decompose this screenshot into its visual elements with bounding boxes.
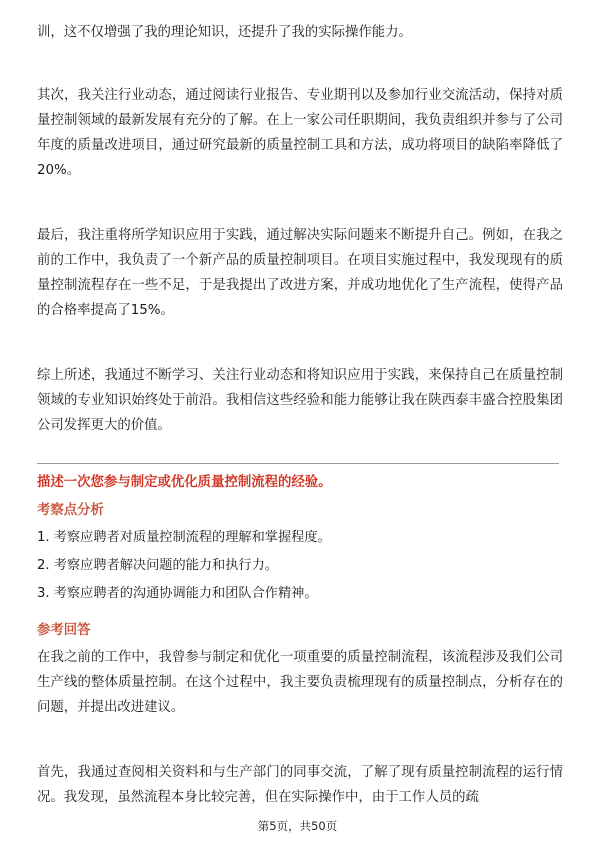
interview-question: 描述一次您参与制定或优化质量控制流程的经验。 bbox=[37, 475, 332, 490]
page-number: 第5页，共50页 bbox=[257, 819, 338, 833]
analysis-point: 1. 考察应聘者对质量控制流程的理解和掌握程度。 bbox=[37, 530, 331, 545]
paragraph-practice: 最后，我注重将所学知识应用于实践，通过解决实际问题来不断提升自己。例如，在我之前的工作中，我负责了一个新产品的质量控制项目。在项目实施过程中，我发现现有的质量控制流程存在一些不足，于是我提出了改进方案，并成功地优化了生产流程，使得产品的合格率提高了15%。 bbox=[37, 228, 563, 318]
answer-paragraph: 在我之前的工作中，我曾参与制定和优化一项重要的质量控制流程，该流程涉及我们公司生产线的整体质量控制。在这个过程中，我主要负责梳理现有的质量控制点，分析存在的问题，并提出改进建议。 bbox=[37, 650, 563, 715]
paragraph-summary: 综上所述，我通过不断学习、关注行业动态和将知识应用于实践，来保持自己在质量控制领域的专业知识始终处于前沿。我相信这些经验和能力能够让我在陕西泰丰盛合控股集团公司发挥更大的价值。 bbox=[37, 368, 563, 433]
analysis-point: 3. 考察应聘者的沟通协调能力和团队合作精神。 bbox=[37, 586, 318, 601]
section-divider bbox=[37, 463, 559, 464]
answer-title: 参考回答 bbox=[37, 623, 91, 638]
analysis-title: 考察点分析 bbox=[37, 503, 104, 518]
paragraph-continued: 训，这不仅增强了我的理论知识，还提升了我的实际操作能力。 bbox=[37, 25, 412, 40]
answer-paragraph: 首先，我通过查阅相关资料和与生产部门的同事交流，了解了现有质量控制流程的运行情况。我发现，虽然流程本身比较完善，但在实际操作中，由于工作人员的疏 bbox=[37, 765, 563, 805]
analysis-point: 2. 考察应聘者解决问题的能力和执行力。 bbox=[37, 558, 278, 573]
paragraph-industry-trends: 其次，我关注行业动态，通过阅读行业报告、专业期刊以及参加行业交流活动，保持对质量控制领域的最新发展有充分的了解。在上一家公司任职期间，我负责组织并参与了公司年度的质量改进项目，通过研究最新的质量控制工具和方法，成功将项目的缺陷率降低了20%。 bbox=[37, 88, 563, 178]
